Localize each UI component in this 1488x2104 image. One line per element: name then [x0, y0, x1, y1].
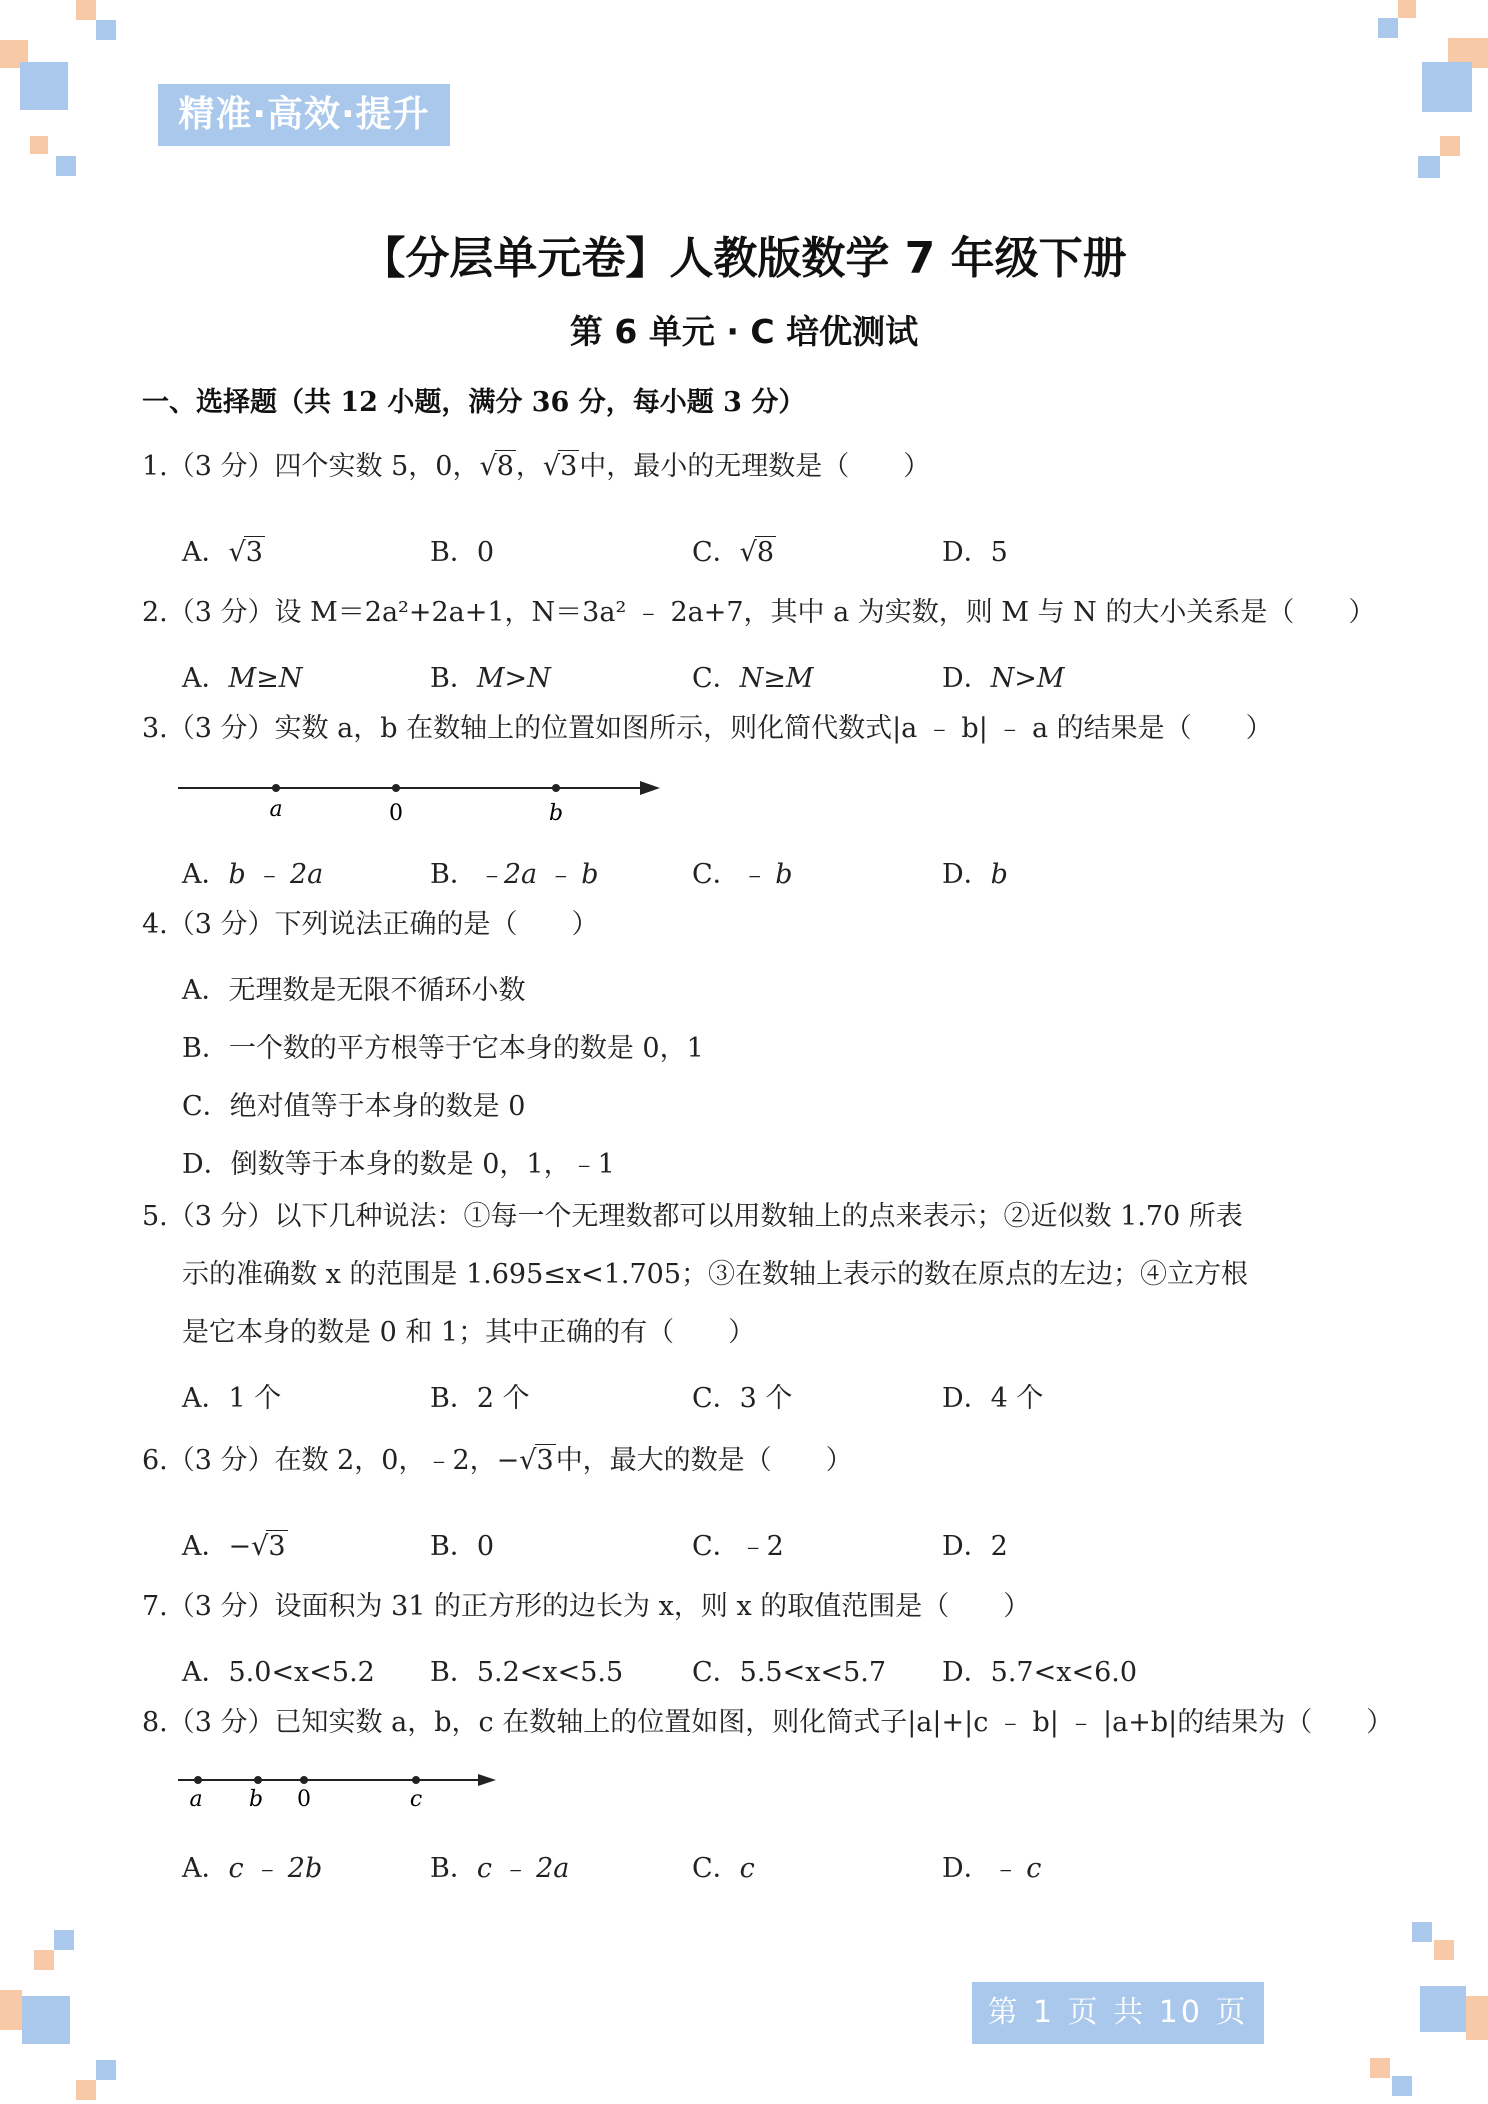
point-zero: [392, 784, 400, 792]
option-d[interactable]: D．b: [942, 859, 1008, 890]
label-c: c: [409, 1787, 423, 1812]
label-zero: 0: [297, 1787, 311, 1812]
option-c[interactable]: C．﹣2: [692, 1531, 784, 1562]
option-a[interactable]: A．1 个: [182, 1383, 282, 1414]
option-d[interactable]: D．5: [942, 537, 1008, 568]
question-text: 以下几种说法：①每一个无理数都可以用数轴上的点来表示；②近似数 1.70 所表: [274, 1201, 1243, 1232]
option-b[interactable]: B．2 个: [430, 1383, 530, 1414]
page-title: 【分层单元卷】人教版数学 7 年级下册: [361, 233, 1127, 284]
option-a[interactable]: A．5.0<x<5.2: [182, 1657, 375, 1688]
option-a[interactable]: A．−√3: [182, 1531, 286, 1562]
question-score: （3 分）: [167, 1445, 275, 1476]
question-5-line-3: 是它本身的数是 0 和 1；其中正确的有（ ）: [182, 1317, 756, 1348]
question-text: 已知实数 a，b，c 在数轴上的位置如图，则化简式子|a|+|c ﹣ b| ﹣ |a+b|的结果为（ ）: [274, 1707, 1394, 1738]
axis-arrow: [478, 1774, 496, 1786]
question-number: 5.: [142, 1201, 168, 1232]
option-b[interactable]: B．0: [430, 1531, 495, 1562]
question-score: （3 分）: [167, 713, 275, 744]
question-2: [142, 584, 1375, 642]
option-b[interactable]: B．﹣2a ﹣ b: [430, 859, 599, 890]
question-5-line-2: 示的准确数 x 的范围是 1.695≤x<1.705；③在数轴上表示的数在原点的左边；④立方根: [182, 1259, 1249, 1290]
option-c[interactable]: C．3 个: [692, 1383, 793, 1414]
sqrt-radicand: 3: [268, 1531, 286, 1562]
question-5: [142, 1188, 1243, 1246]
option-b[interactable]: B．5.2<x<5.5: [430, 1657, 624, 1688]
label-a: a: [269, 797, 283, 822]
question-text: 四个实数 5，0，: [274, 451, 480, 482]
option-a[interactable]: A．无理数是无限不循环小数: [182, 975, 526, 1006]
option-c[interactable]: C．﹣ b: [692, 859, 793, 890]
sqrt-radicand: 8: [496, 451, 514, 482]
label-b: b: [248, 1787, 264, 1812]
option-a[interactable]: A．c ﹣ 2b: [182, 1853, 323, 1884]
question-text: 中，最大的数是（ ）: [555, 1445, 853, 1476]
question-score: （3 分）: [167, 1591, 275, 1622]
option-b[interactable]: B．M>N: [430, 663, 551, 694]
brand-badge: 精准·高效·提升: [158, 84, 450, 146]
question-number: 2.: [142, 597, 168, 628]
question-score: （3 分）: [167, 909, 275, 940]
option-b[interactable]: B．一个数的平方根等于它本身的数是 0，1: [182, 1033, 704, 1064]
question-text: 设 M＝2a²+2a+1，N＝3a² ﹣ 2a+7，其中 a 为实数，则 M 与 N 的大小关系是（ ）: [274, 597, 1376, 628]
point-a: [194, 1776, 202, 1784]
question-7: [142, 1578, 1030, 1636]
question-score: （3 分）: [167, 1201, 275, 1232]
page-subtitle: 第 6 单元 · C 培优测试: [569, 312, 919, 351]
option-a[interactable]: A．M≥N: [182, 663, 303, 694]
label-a: a: [189, 1787, 203, 1812]
question-text: 设面积为 31 的正方形的边长为 x，则 x 的取值范围是（ ）: [274, 1591, 1031, 1622]
question-score: （3 分）: [167, 597, 275, 628]
option-a[interactable]: A．√3: [182, 537, 263, 568]
option-b[interactable]: B．0: [430, 537, 495, 568]
option-d[interactable]: D．N>M: [942, 663, 1065, 694]
question-number: 1.: [142, 451, 168, 482]
question-number: 7.: [142, 1591, 168, 1622]
question-score: （3 分）: [167, 1707, 275, 1738]
question-number: 3.: [142, 713, 168, 744]
option-c[interactable]: C．√8: [692, 537, 775, 568]
axis-arrow: [640, 781, 660, 795]
label-b: b: [548, 801, 564, 826]
point-c: [412, 1776, 420, 1784]
sqrt-radicand: 3: [245, 537, 263, 568]
point-zero: [300, 1776, 308, 1784]
option-d[interactable]: D．2: [942, 1531, 1008, 1562]
question-text: 实数 a，b 在数轴上的位置如图所示，则化简代数式|a ﹣ b| ﹣ a 的结果是（ ）: [274, 713, 1273, 744]
question-text: ，: [515, 451, 543, 482]
option-c[interactable]: C．N≥M: [692, 663, 814, 694]
option-c[interactable]: C．c: [692, 1853, 755, 1884]
option-d[interactable]: D．倒数等于本身的数是 0，1，﹣1: [182, 1149, 615, 1180]
question-3: [142, 700, 1273, 758]
question-text: 下列说法正确的是（ ）: [274, 909, 599, 940]
option-c[interactable]: C．5.5<x<5.7: [692, 1657, 887, 1688]
label-zero: 0: [389, 801, 403, 826]
option-a[interactable]: A．b ﹣ 2a: [182, 859, 324, 890]
number-line-figure-q3: [176, 770, 676, 830]
question-number: 8.: [142, 1707, 168, 1738]
option-c[interactable]: C．绝对值等于本身的数是 0: [182, 1091, 526, 1122]
point-b: [254, 1776, 262, 1784]
sqrt-radicand: 3: [560, 451, 578, 482]
question-1: 1.（3 分）四个实数 5，0，√8，√3中，最小的无理数是（ ）: [142, 451, 931, 482]
point-b: [552, 784, 560, 792]
number-line-figure-q8: [176, 1766, 506, 1816]
question-8: [142, 1694, 1393, 1752]
option-d[interactable]: D．﹣ c: [942, 1853, 1042, 1884]
option-b[interactable]: B．c ﹣ 2a: [430, 1853, 570, 1884]
question-6: 6.（3 分）在数 2，0，﹣2，−√3中，最大的数是（ ）: [142, 1445, 853, 1476]
sqrt-radicand: 8: [756, 537, 775, 568]
question-text: 中，最小的无理数是（ ）: [579, 451, 931, 482]
option-d[interactable]: D．4 个: [942, 1383, 1044, 1414]
question-text: 在数 2，0，﹣2，−: [274, 1445, 520, 1476]
question-4: [142, 896, 599, 954]
sqrt-radicand: 3: [536, 1445, 554, 1476]
question-number: 4.: [142, 909, 168, 940]
question-score: （3 分）: [167, 451, 275, 482]
section-heading: 一、选择题（共 12 小题，满分 36 分，每小题 3 分）: [142, 387, 806, 418]
page-indicator: 第 1 页 共 10 页: [972, 1982, 1264, 2044]
point-a: [272, 784, 280, 792]
option-d[interactable]: D．5.7<x<6.0: [942, 1657, 1138, 1688]
question-number: 6.: [142, 1445, 168, 1476]
